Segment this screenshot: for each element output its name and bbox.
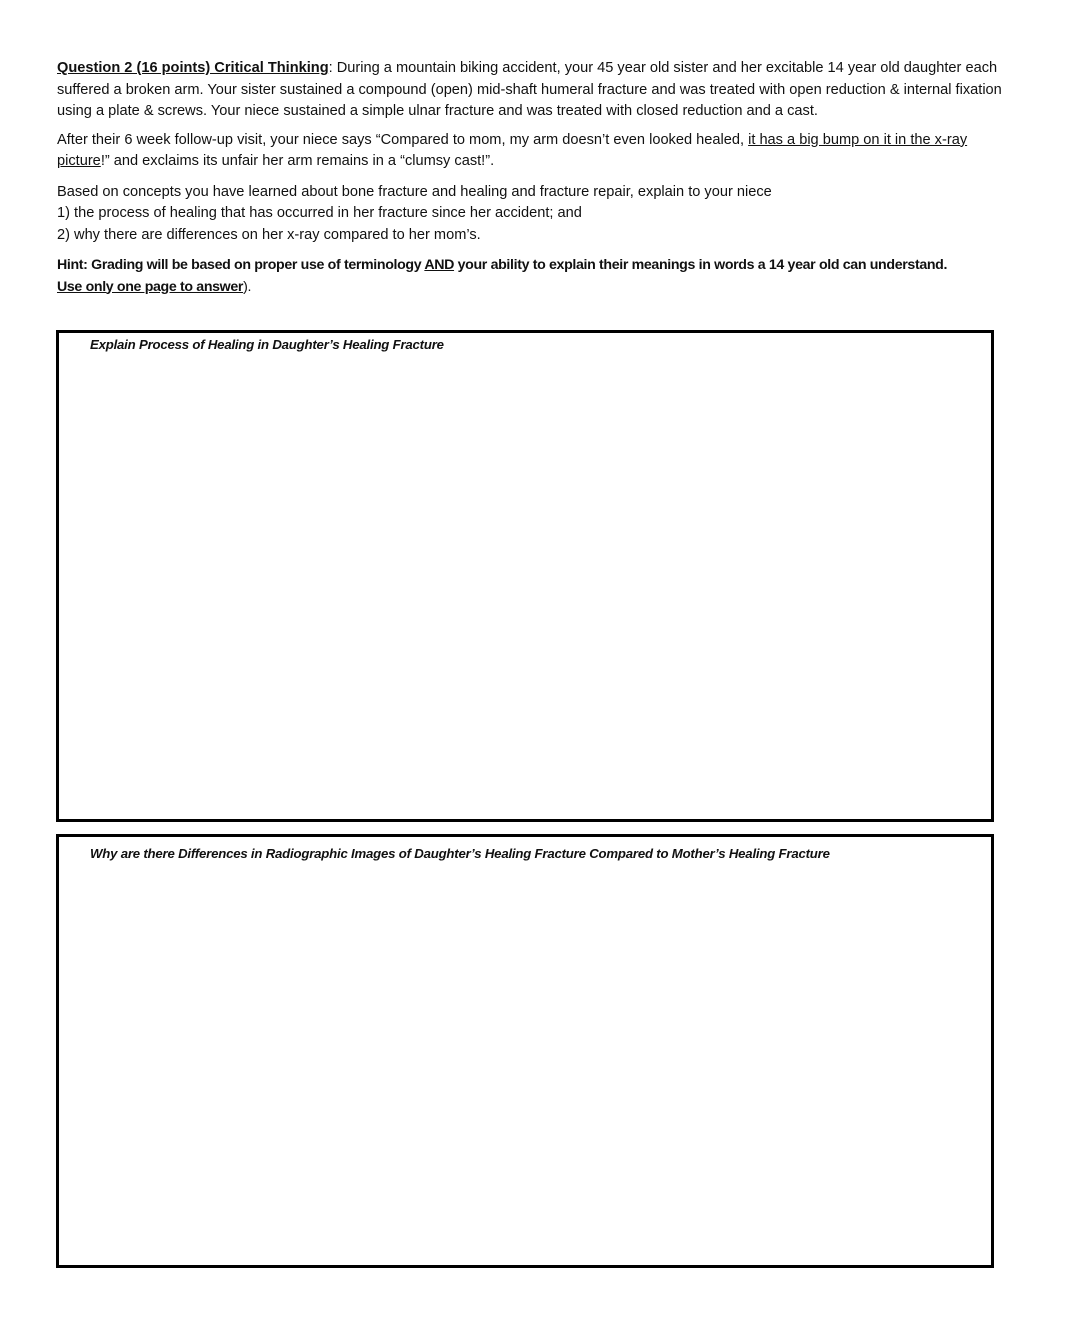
hint-paragraph <box>57 255 1017 298</box>
hint-and-word: AND <box>424 257 455 273</box>
healing-process-answer-box <box>56 330 994 822</box>
hint-page-note: Use only one page to answer <box>57 278 244 295</box>
hint-part-2: your ability to explain their meanings in words a 14 year old can understand. <box>454 257 948 273</box>
question-paragraph <box>57 58 1017 123</box>
scenario-text-before: After their 6 week follow-up visit, your niece says “Compared to mom, my arm doesn’t even looked healed, <box>57 131 749 148</box>
radiographic-differences-answer-box <box>56 834 994 1268</box>
question-heading: Question 2 (16 points) Critical Thinking <box>57 60 329 76</box>
task-item-1: 1) the process of healing that has occurred in her fracture since her accident; and <box>57 205 582 221</box>
radiographic-differences-answer-area[interactable] <box>67 863 983 1257</box>
healing-process-box-label: Explain Process of Healing in Daughter’s Healing Fracture <box>90 337 444 352</box>
radiographic-differences-box-label: Why are there Differences in Radiographic Images of Daughter’s Healing Fracture Compared to Mother’s Healing Fracture <box>90 846 830 861</box>
hint-part-1: Hint: Grading will be based on proper use of terminology <box>57 257 425 273</box>
hint-page-note-suffix: ). <box>243 278 252 295</box>
worksheet-content <box>57 58 1017 298</box>
task-intro: Based on concepts you have learned about bone fracture and healing and fracture repair, explain to your niece <box>57 183 772 200</box>
task-item-2: 2) why there are differences on her x-ray compared to her mom’s. <box>57 226 481 243</box>
scenario-paragraph <box>57 130 1017 173</box>
scenario-text-after: !” and exclaims its unfair her arm remains in a “clumsy cast!”. <box>100 153 495 169</box>
question-heading-suffix: : <box>328 60 337 76</box>
question-intro: During a mountain biking accident, your 45 year old sister and her excitable 14 year old daughter each suffered a broken arm. Your sister sustained a compound (open) mid-shaft humeral fracture and was treated with open reduction & internal fixation using a plate & screws. Your niece sustained a simple ulnar fracture and was treated with closed reduction and a cast. <box>57 60 1002 119</box>
scenario-quote-underlined: it has a big bump on it in the x-ray picture <box>57 131 968 169</box>
healing-process-answer-area[interactable] <box>67 359 983 811</box>
task-paragraph <box>57 182 1017 247</box>
